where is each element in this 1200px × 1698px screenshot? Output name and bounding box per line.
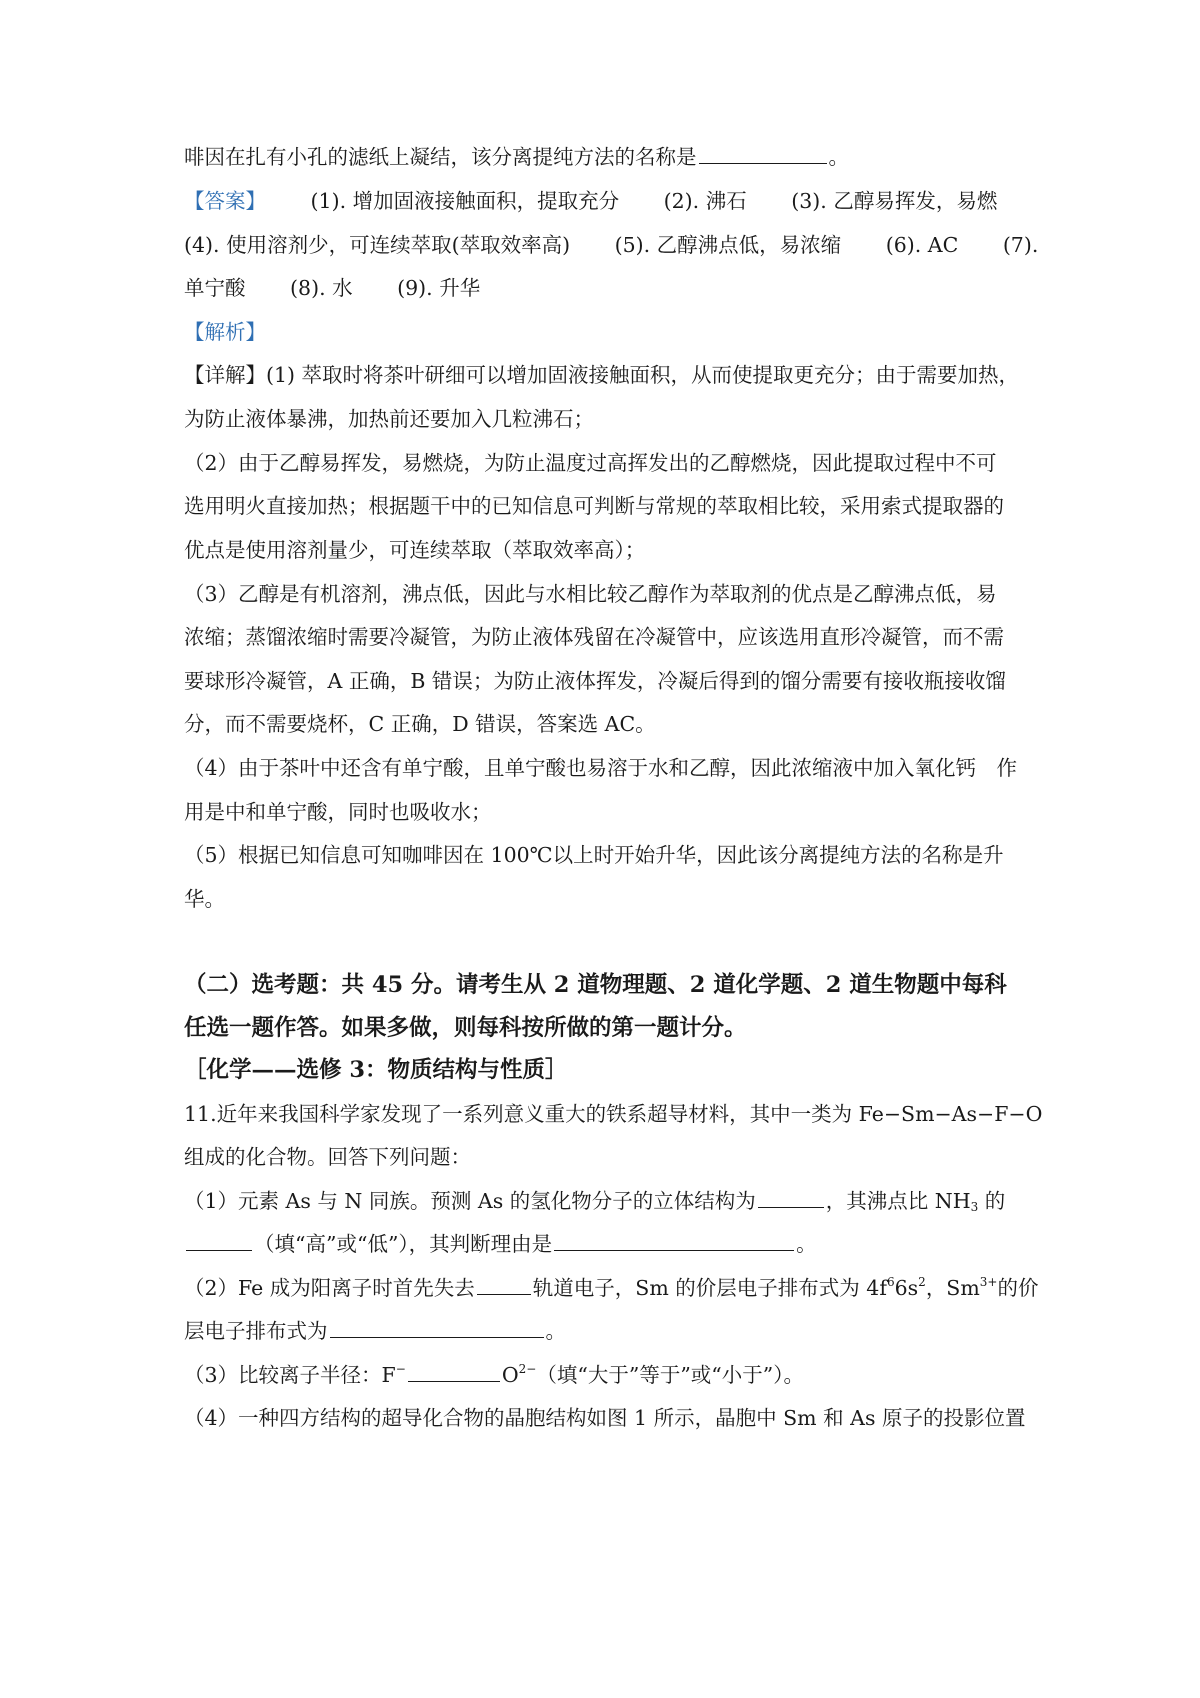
analysis-line: 华。 — [184, 887, 225, 911]
question-11-stem: 11.近年来我国科学家发现了一系列意义重大的铁系超导材料，其中一类为 Fe−Sm−As−F−O — [184, 1102, 1043, 1126]
analysis-line: （3）乙醇是有机溶剂，沸点低，因此与水相比较乙醇作为萃取剂的优点是乙醇沸点低，易 — [184, 582, 997, 606]
analysis-line: 选用明火直接加热；根据题干中的已知信息可判断与常规的萃取相比较，采用索式提取器的 — [184, 494, 1004, 518]
analysis-line: （2）由于乙醇易挥发，易燃烧，为防止温度过高挥发出的乙醇燃烧，因此提取过程中不可 — [184, 451, 997, 475]
answer-label: 【答案】 — [184, 189, 266, 213]
answer-blank — [408, 1361, 500, 1382]
answer-blank — [330, 1317, 544, 1338]
question-11-part-4: （4）一种四方结构的超导化合物的晶胞结构如图 1 所示，晶胞中 Sm 和 As 原子的投影位置 — [184, 1406, 1026, 1430]
analysis-line: 用是中和单宁酸，同时也吸收水； — [184, 800, 492, 824]
answer-line-3 — [184, 273, 1030, 303]
analysis-line: 浓缩；蒸馏浓缩时需要冷凝管，为防止液体残留在冷凝管中，应该选用直形冷凝管，而不需 — [184, 625, 1004, 649]
question-11-part-1: （1）元素 As 与 N 同族。预测 As 的氢化物分子的立体结构为 ，其沸点比 $NH_3$ 的 — [184, 1189, 1006, 1214]
question-11-stem: 组成的化合物。回答下列问题： — [184, 1145, 471, 1169]
analysis-line: 为防止液体暴沸，加热前还要加入几粒沸石； — [184, 407, 594, 431]
answer-blank — [554, 1230, 794, 1251]
answer-item: (1). 增加固液接触面积，提取充分 — [310, 189, 620, 213]
question-11-part-2-cont: 层电子排布式为 。 — [184, 1319, 566, 1343]
answer-line-2 — [184, 230, 1039, 260]
analysis-line: （4）由于茶叶中还含有单宁酸，且单宁酸也易溶于水和乙醇，因此浓缩液中加入氧化钙 作 — [184, 756, 1018, 780]
answer-item: (7). — [1002, 233, 1039, 257]
answer-item: (2). 沸石 — [663, 189, 747, 213]
section-heading: 任选一题作答。如果多做，则每科按所做的第一题计分。 — [184, 1015, 747, 1041]
analysis-line: 分，而不需要烧杯，C 正确，D 错误，答案选 AC。 — [184, 712, 656, 736]
question-11-part-3: （3）比较离子半径：F− $O^{2-}$（填“大于”等于”或“小于”）。 — [184, 1362, 805, 1387]
answer-blank — [758, 1187, 824, 1208]
analysis-line: 优点是使用溶剂量少，可连续萃取（萃取效率高）； — [184, 538, 646, 562]
answer-item: (3). 乙醇易挥发，易燃 — [791, 189, 998, 213]
answer-item: 单宁酸 — [184, 276, 246, 300]
section-subheading: ［化学——选修 3：物质结构与性质］ — [184, 1057, 568, 1083]
answer-blank — [477, 1274, 531, 1295]
analysis-line: 【详解】(1) 萃取时将茶叶研细可以增加固液接触面积，从而使提取更充分；由于需要加热， — [184, 363, 1020, 387]
answer-item: (9). 升华 — [397, 276, 481, 300]
analysis-line: （5）根据已知信息可知咖啡因在 100℃以上时开始升华，因此该分离提纯方法的名称是升 — [184, 843, 1004, 867]
answer-blank — [699, 143, 827, 164]
answer-item: (4). 使用溶剂少，可连续萃取(萃取效率高) — [184, 233, 571, 257]
answer-line-1 — [184, 186, 1030, 216]
question-11-part-1-cont: （填“高”或“低”），其判断理由是 。 — [184, 1229, 1030, 1259]
question-11-part-2: （2）Fe 成为阳离子时首先失去 轨道电子，Sm 的价层电子排布式为 $4f^66s^2$，$Sm^{3+}$的价 — [184, 1275, 1039, 1300]
analysis-line: 要球形冷凝管，A 正确，B 错误；为防止液体挥发，冷凝后得到的馏分需要有接收瓶接收馏 — [184, 669, 1006, 693]
analysis-label: 【解析】 — [184, 320, 266, 344]
question-5-tail: 啡因在扎有小孔的滤纸上凝结，该分离提纯方法的名称是 。 — [184, 145, 849, 169]
answer-item: (6). AC — [885, 233, 959, 257]
answer-blank — [186, 1230, 252, 1251]
answer-item: (5). 乙醇沸点低，易浓缩 — [614, 233, 842, 257]
answer-item: (8). 水 — [290, 276, 353, 300]
section-heading: （二）选考题：共 45 分。请考生从 2 道物理题、2 道化学题、2 道生物题中每科 — [184, 972, 1007, 998]
